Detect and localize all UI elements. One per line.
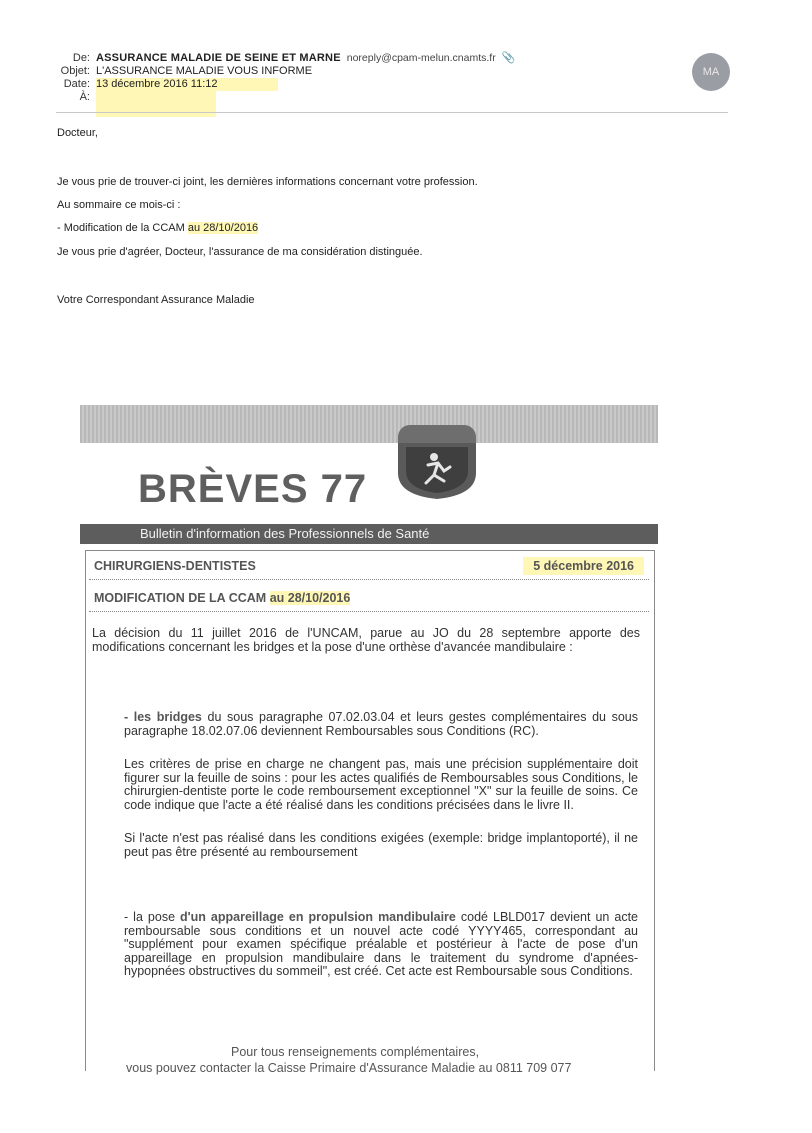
appliance-text: codé LBLD017 devient un acte remboursable sous conditions et un nouvel acte codé YYYY465, correspondant au "supplément pour examen spécifique préalable et postérieur à l'acte de pose d'un appareillage en propulsion mandibulaire dans le traitement du syndrome d'apnées-hypopnées obstructives du sommeil", est créé. Cet acte est Remboursable sous Conditions. [124, 910, 638, 978]
body-line-4: Je vous prie d'agréer, Docteur, l'assurance de ma considération distinguée. [57, 246, 423, 258]
date-label: Date: [63, 78, 90, 90]
divider-2 [89, 611, 649, 612]
body-line-3 [57, 222, 258, 234]
bridges-text: du sous paragraphe 07.02.03.04 et leurs gestes complémentaires du sous paragraphe 18.02.07.06 deviennent Remboursables sous Conditions (RC). [124, 710, 638, 738]
divider-1 [89, 579, 649, 580]
bridges-term: - les bridges [124, 710, 202, 724]
avatar: MA [692, 53, 730, 91]
exception-paragraph: Si l'acte n'est pas réalisé dans les conditions exigées (exemple: bridge implantoporté), il ne peut pas être présenté au remboursement [124, 831, 638, 859]
from-label: De: [72, 52, 90, 64]
body-line-3-a: - Modification de la CCAM [57, 222, 188, 234]
body-line-1: Je vous prie de trouver-ci joint, les dernières informations concernant votre profession. [57, 176, 478, 188]
issue-date: 5 décembre 2016 [523, 557, 644, 575]
bulletin-brand: BRÈVES 77 [138, 467, 368, 511]
sender-address[interactable]: noreply@cpam-melun.cnamts.fr [346, 52, 496, 64]
signature: Votre Correspondant Assurance Maladie [57, 294, 255, 306]
to-label: À: [79, 91, 90, 103]
footer-line-2: vous pouvez contacter la Caisse Primaire d'Assurance Maladie au 0811 709 077 [126, 1061, 572, 1075]
body-line-3-date: au 28/10/2016 [187, 222, 259, 234]
criteria-paragraph: Les critères de prise en charge ne changent pas, mais une précision supplémentaire doit figurer sur la feuille de soins : pour les actes qualifiés de Remboursables sous Conditions, le chirurgien-dentiste porte le code remboursement exceptionnel "X" sur la feuille de soins. Ce code indique que l'acte a été réalisé dans les conditions précisées dans le livre II. [124, 757, 638, 812]
to-redacted [96, 91, 216, 117]
header-divider [56, 112, 728, 113]
category-label: CHIRURGIENS-DENTISTES [94, 559, 256, 573]
article-title [94, 591, 350, 605]
to-row [40, 91, 515, 117]
sender-name: ASSURANCE MALADIE DE SEINE ET MARNE [96, 52, 341, 64]
bulletin-top-bar [80, 405, 658, 443]
date-text: 13 décembre 2016 11:12 [96, 78, 278, 91]
body-line-2: Au sommaire ce mois-ci : [57, 199, 181, 211]
article-title-date: au 28/10/2016 [269, 591, 351, 605]
from-row [40, 52, 515, 65]
subject-text: L'ASSURANCE MALADIE VOUS INFORME [96, 65, 313, 77]
subject-row [40, 65, 515, 78]
subject-label: Objet: [60, 65, 90, 77]
date-row [40, 78, 515, 91]
article-title-a: MODIFICATION DE LA CCAM [94, 591, 270, 605]
bulletin [80, 405, 658, 1075]
email-header [40, 52, 515, 117]
bulletin-subtitle: Bulletin d'information des Professionnels de Santé [80, 524, 658, 544]
bulletin-frame [85, 550, 655, 1075]
footer-line-1: Pour tous renseignements complémentaires, [231, 1045, 480, 1059]
intro-text: La décision du 11 juillet 2016 de l'UNCAM, parue au JO du 28 septembre apporte des modifications concernant les bridges et la pose d'une orthèse d'avancée mandibulaire : [92, 626, 640, 654]
runner-shield-icon [398, 443, 476, 499]
appliance-term: d'un appareillage en propulsion mandibulaire [180, 910, 456, 924]
greeting: Docteur, [57, 127, 98, 139]
paperclip-icon[interactable]: 📎 [501, 52, 516, 64]
appliance-prefix: - la pose [124, 910, 181, 924]
bridges-paragraph [124, 711, 638, 738]
appliance-paragraph [124, 911, 638, 979]
